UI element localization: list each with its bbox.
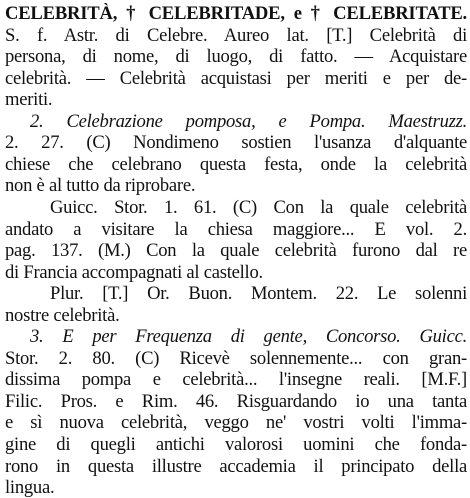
headword: CELEBRITÀ	[5, 3, 113, 24]
entry-headword-line: CELEBRITÀ, † CELEBRITADE, e † CELEBRITATE.	[5, 3, 467, 24]
entry-line: dissima pompa e celebrità... l'insegne reali. [M.F.]	[5, 369, 467, 391]
entry-line: 2. 27. (C) Nondimeno sostien l'usanza d'alquante	[5, 132, 467, 154]
entry-line: di Francia accompagnati al castello.	[5, 261, 263, 283]
entry-line: meriti.	[5, 89, 53, 111]
entry-line: S. f. Astr. di Celebre. Aureo lat. [T.] Celebrità di	[5, 24, 467, 46]
sense-line: 2. Celebrazione pomposa, e Pompa. Maestruzz.	[30, 110, 467, 132]
entry-line: celebrità. — Celebrità acquistasi per meriti e per de-	[5, 67, 467, 89]
entry-line: rono in questa illustre accademia il principato della	[5, 455, 467, 477]
headword-variant: CELEBRITADE	[148, 3, 281, 24]
entry-line: lingua.	[5, 477, 55, 498]
citation-line: Guicc. Stor. 1. 61. (C) Con la quale celebrità	[50, 196, 467, 218]
headword-variant: CELEBRITATE.	[333, 3, 467, 24]
entry-line: persona, di nome, di luogo, di fatto. — Acquistare	[5, 46, 467, 68]
entry-line: e sì nuova celebrità, veggo ne' vostri volti l'imma-	[5, 412, 467, 434]
sense-line: 3. E per Frequenza di gente, Concorso. Guicc.	[30, 326, 467, 348]
entry-line: andato a visitare la chiesa maggiore... E vol. 2.	[5, 218, 467, 240]
entry-line: Stor. 2. 80. (C) Ricevè solennemente... con gran-	[5, 347, 467, 369]
entry-line: nostre celebrità.	[5, 304, 120, 326]
citation-line: Plur. [T.] Or. Buon. Montem. 22. Le solenni	[50, 283, 467, 305]
entry-line: gine di quegli antichi valorosi uomini che fonda-	[5, 433, 467, 455]
entry-line: chiese che celebrano questa festa, onde la celebrità	[5, 153, 467, 175]
entry-line: Filic. Pros. e Rim. 46. Risguardando io una tanta	[5, 390, 467, 412]
entry-line: pag. 137. (M.) Con la quale celebrità furono dal re	[5, 240, 467, 261]
entry-line: non è al tutto da riprobare.	[5, 175, 196, 197]
